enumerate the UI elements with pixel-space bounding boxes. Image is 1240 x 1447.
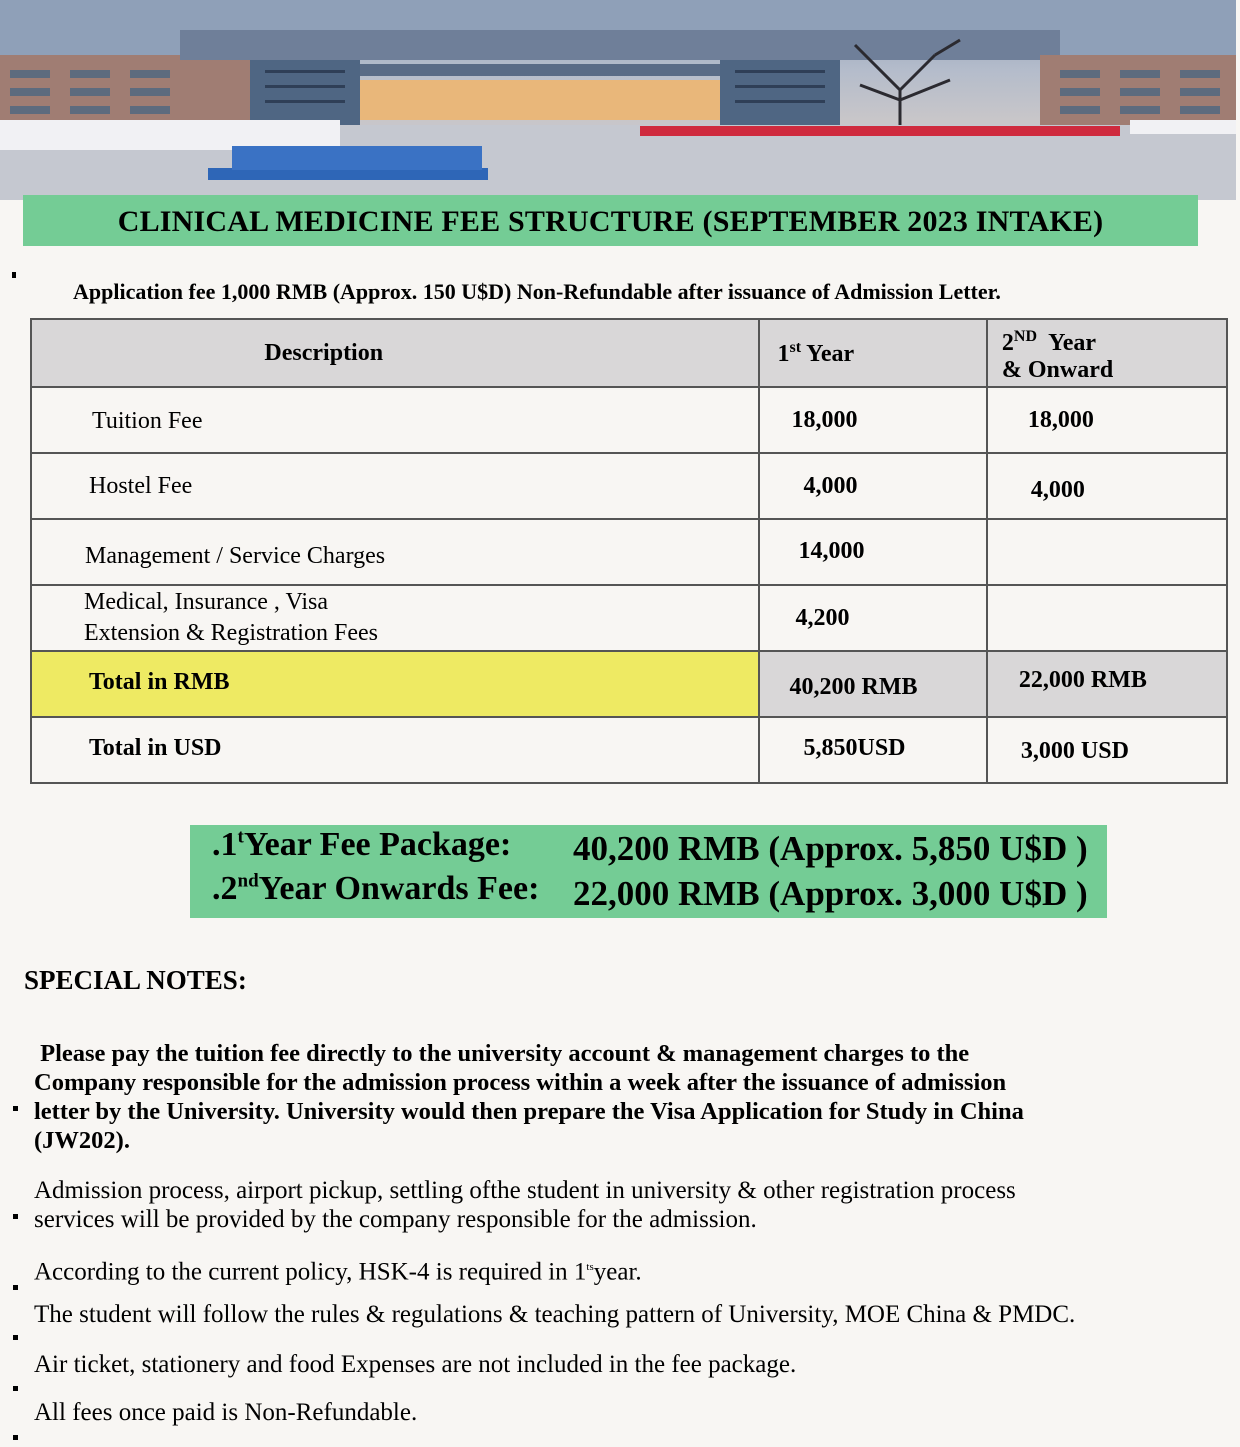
bullet-marker — [13, 1435, 18, 1440]
table-row — [31, 453, 1227, 519]
campus-illustration — [0, 0, 1236, 200]
header-year2: 2ND Year & Onward — [987, 319, 1227, 387]
total-usd-label: Total in USD — [31, 717, 759, 783]
bullet-marker — [13, 1214, 18, 1219]
fee-summary-box — [190, 825, 1107, 918]
total-usd-row — [31, 717, 1227, 783]
row-year1-value: 4,000 — [759, 453, 987, 519]
campus-photo — [0, 0, 1236, 200]
row-label: Medical, Insurance , Visa Extension & Registration Fees — [31, 585, 759, 651]
note-expenses: Air ticket, stationery and food Expenses are not included in the fee package. — [34, 1351, 797, 1378]
row-year2-value — [987, 585, 1227, 651]
special-notes-heading: SPECIAL NOTES: — [24, 965, 247, 995]
summary-line2-value: 22,000 RMB (Approx. 3,000 U$D ) — [573, 874, 1088, 913]
summary-line1-label: .1$^t$Year Fee Package: — [212, 826, 512, 863]
total-usd-year1: 5,850USD — [759, 717, 987, 783]
table-row — [31, 585, 1227, 651]
total-rmb-row — [31, 651, 1227, 717]
header-year1: 1st Year — [759, 319, 987, 387]
bullet-marker — [13, 1285, 18, 1290]
bullet-marker — [13, 1335, 18, 1340]
row-year2-value: 18,000 — [987, 387, 1227, 453]
note-admission-process: Admission process, airport pickup, settling ofthe student in university & other registration process services will be provided by the company responsible for the admission. — [34, 1177, 1016, 1233]
note-payment: Please pay the tuition fee directly to the university account & management charges to the Company responsible for the admission process within a week after the issuance of admission letter by the University. University would then prepare the Visa Application for Study in China (JW202). — [34, 1040, 1024, 1154]
fee-table — [30, 318, 1228, 784]
total-usd-year2: 3,000 USD — [987, 717, 1227, 783]
bullet-marker — [13, 1386, 18, 1391]
row-label: Management / Service Charges — [31, 519, 759, 585]
row-year1-value: 18,000 — [759, 387, 987, 453]
application-fee-note: Application fee 1,000 RMB (Approx. 150 U$D) Non-Refundable after issuance of Admission Letter. — [73, 279, 1001, 304]
total-rmb-year2: 22,000 RMB — [987, 651, 1227, 717]
row-year1-value: 4,200 — [759, 585, 987, 651]
total-rmb-year1: 40,200 RMB — [759, 651, 987, 717]
note-hsk: According to the current policy, HSK-4 is required in $1^{ts}year$. — [34, 1258, 642, 1286]
total-rmb-label: Total in RMB — [31, 651, 759, 717]
row-year2-value: 4,000 — [987, 453, 1227, 519]
bullet-marker — [12, 272, 16, 278]
table-row — [31, 519, 1227, 585]
header-description: Description — [31, 319, 759, 387]
table-header-row — [31, 319, 1227, 387]
note-rules: The student will follow the rules & regulations & teaching pattern of University, MOE China & PMDC. — [34, 1301, 1076, 1328]
page-title: CLINICAL MEDICINE FEE STRUCTURE (SEPTEMBER 2023 INTAKE) — [23, 195, 1198, 246]
summary-line2-label: .2ndYear Onwards Fee: — [212, 870, 540, 907]
row-label: Hostel Fee — [31, 453, 759, 519]
row-label: Tuition Fee — [31, 387, 759, 453]
note-refund: All fees once paid is Non-Refundable. — [34, 1399, 418, 1426]
row-year2-value — [987, 519, 1227, 585]
row-year1-value: 14,000 — [759, 519, 987, 585]
bullet-marker — [13, 1106, 18, 1111]
table-row — [31, 387, 1227, 453]
summary-line1-value: 40,200 RMB (Approx. 5,850 U$D ) — [573, 829, 1088, 868]
